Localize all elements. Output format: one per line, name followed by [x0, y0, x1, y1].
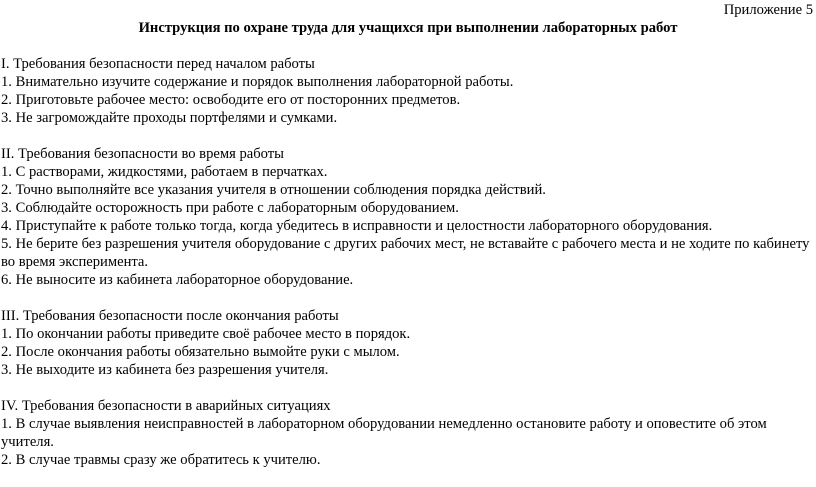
- list-item: 2. В случае травмы сразу же обратитесь к учителю.: [1, 452, 321, 468]
- section-before-work: [1, 55, 813, 127]
- section-emergency: [1, 397, 813, 469]
- instruction-sections: [1, 55, 813, 487]
- list-item: 3. Не выходите из кабинета без разрешения учителя.: [1, 362, 329, 378]
- section-during-work: [1, 145, 813, 289]
- list-item: 2. После окончания работы обязательно вымойте руки с мылом.: [1, 344, 400, 360]
- list-item: 6. Не выносите из кабинета лабораторное оборудование.: [1, 272, 354, 288]
- section-heading: IV. Требования безопасности в аварийных ситуациях: [1, 398, 331, 414]
- appendix-label: Приложение 5: [723, 2, 813, 18]
- list-item: 1. По окончании работы приведите своё рабочее место в порядок.: [1, 326, 411, 342]
- list-item: 2. Точно выполняйте все указания учителя в отношении соблюдения порядка действий.: [1, 182, 546, 198]
- list-item: 5. Не берите без разрешения учителя оборудование с других рабочих мест, не вставайте с рабочего места и не ходите по кабинету во время эксперимента.: [1, 236, 810, 270]
- section-after-work: [1, 307, 813, 379]
- list-item: 3. Соблюдайте осторожность при работе с лабораторным оборудованием.: [1, 200, 459, 216]
- section-heading: II. Требования безопасности во время работы: [1, 146, 284, 162]
- list-item: 4. Приступайте к работе только тогда, когда убедитесь в исправности и целостности лабораторного оборудования.: [1, 218, 713, 234]
- list-item: 1. Внимательно изучите содержание и порядок выполнения лабораторной работы.: [1, 74, 514, 90]
- list-item: 1. С растворами, жидкостями, работаем в перчатках.: [1, 164, 328, 180]
- section-heading: III. Требования безопасности после окончания работы: [1, 308, 339, 324]
- list-item: 2. Приготовьте рабочее место: освободите его от посторонних предметов.: [1, 92, 461, 108]
- list-item: 3. Не загромождайте проходы портфелями и сумками.: [1, 110, 338, 126]
- document-title: Инструкция по охране труда для учащихся при выполнении лабораторных работ: [138, 20, 678, 36]
- section-heading: I. Требования безопасности перед началом работы: [1, 56, 315, 72]
- list-item: 1. В случае выявления неисправностей в лабораторном оборудовании немедленно остановите работу и оповестите об этом учителя.: [1, 416, 767, 450]
